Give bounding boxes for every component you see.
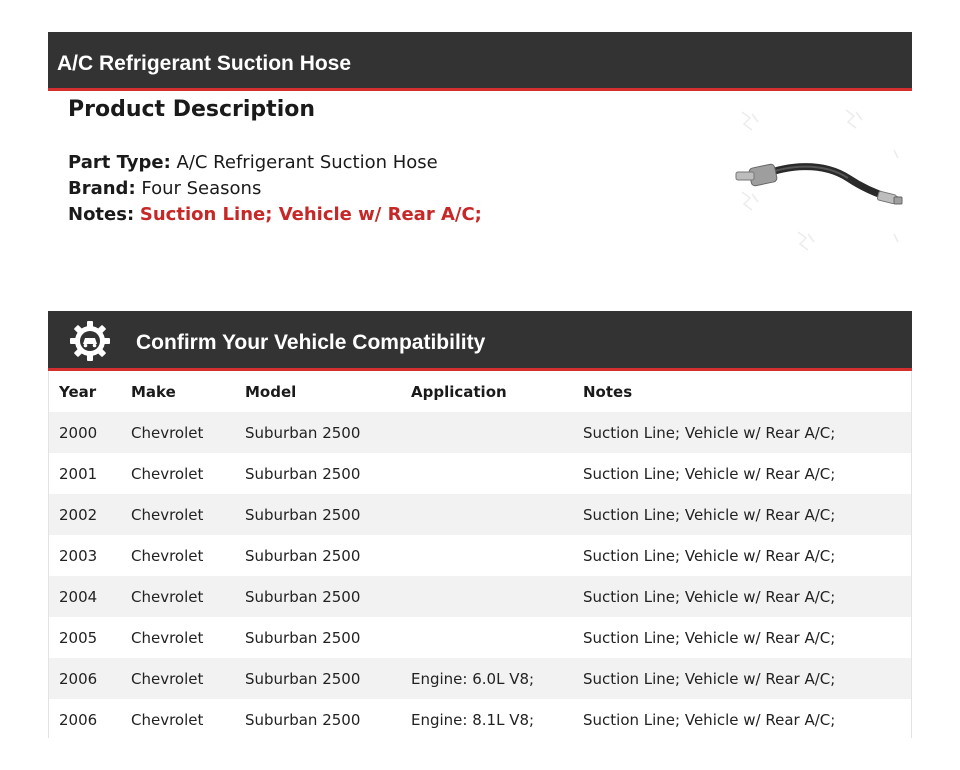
cell-year: 2004: [49, 576, 121, 617]
compatibility-table-container: [48, 371, 912, 738]
notes-label: Notes:: [68, 204, 135, 225]
notes-line: [68, 202, 482, 228]
cell-application: [401, 617, 573, 658]
table-row: [49, 535, 911, 576]
cell-model: Suburban 2500: [235, 617, 401, 658]
cell-notes: Suction Line; Vehicle w/ Rear A/C;: [573, 699, 911, 740]
brand-label: Brand:: [68, 178, 136, 199]
table-row: [49, 412, 911, 453]
cell-model: Suburban 2500: [235, 658, 401, 699]
cell-make: Chevrolet: [121, 494, 235, 535]
compatibility-bar: [48, 311, 912, 371]
cell-make: Chevrolet: [121, 412, 235, 453]
cell-make: Chevrolet: [121, 617, 235, 658]
cell-year: 2000: [49, 412, 121, 453]
cell-model: Suburban 2500: [235, 494, 401, 535]
part-type-label: Part Type:: [68, 152, 171, 173]
col-header-make: Make: [121, 371, 235, 412]
part-type-line: [68, 150, 438, 176]
notes-value: Suction Line; Vehicle w/ Rear A/C;: [139, 204, 482, 225]
brand-line: [68, 176, 261, 202]
part-type-value: A/C Refrigerant Suction Hose: [176, 152, 438, 173]
gear-car-icon: [68, 319, 112, 363]
cell-make: Chevrolet: [121, 699, 235, 740]
cell-model: Suburban 2500: [235, 535, 401, 576]
title-bar: [48, 32, 912, 91]
cell-model: Suburban 2500: [235, 699, 401, 740]
cell-model: Suburban 2500: [235, 576, 401, 617]
table-row: [49, 453, 911, 494]
cell-application: [401, 535, 573, 576]
col-header-application: Application: [401, 371, 573, 412]
cell-notes: Suction Line; Vehicle w/ Rear A/C;: [573, 658, 911, 699]
cell-notes: Suction Line; Vehicle w/ Rear A/C;: [573, 453, 911, 494]
cell-year: 2005: [49, 617, 121, 658]
cell-make: Chevrolet: [121, 535, 235, 576]
cell-year: 2003: [49, 535, 121, 576]
product-description-heading: Product Description: [68, 97, 316, 122]
cell-year: 2006: [49, 699, 121, 740]
cell-notes: Suction Line; Vehicle w/ Rear A/C;: [573, 576, 911, 617]
compatibility-title: Confirm Your Vehicle Compatibility: [136, 331, 486, 354]
cell-make: Chevrolet: [121, 658, 235, 699]
table-row: [49, 576, 911, 617]
suction-hose-image: [728, 100, 908, 260]
col-header-year: Year: [49, 371, 121, 412]
table-header-row: [49, 371, 911, 412]
cell-make: Chevrolet: [121, 576, 235, 617]
cell-application: [401, 453, 573, 494]
cell-make: Chevrolet: [121, 453, 235, 494]
table-row: [49, 699, 911, 740]
table-row: [49, 658, 911, 699]
cell-model: Suburban 2500: [235, 453, 401, 494]
cell-year: 2002: [49, 494, 121, 535]
table-row: [49, 617, 911, 658]
col-header-model: Model: [235, 371, 401, 412]
cell-notes: Suction Line; Vehicle w/ Rear A/C;: [573, 617, 911, 658]
col-header-notes: Notes: [573, 371, 911, 412]
cell-year: 2006: [49, 658, 121, 699]
cell-notes: Suction Line; Vehicle w/ Rear A/C;: [573, 535, 911, 576]
page-title: A/C Refrigerant Suction Hose: [57, 52, 352, 75]
table-row: [49, 494, 911, 535]
brand-value: Four Seasons: [141, 178, 262, 199]
cell-notes: Suction Line; Vehicle w/ Rear A/C;: [573, 494, 911, 535]
cell-application: [401, 494, 573, 535]
cell-application: Engine: 6.0L V8;: [401, 658, 573, 699]
cell-model: Suburban 2500: [235, 412, 401, 453]
cell-application: Engine: 8.1L V8;: [401, 699, 573, 740]
cell-notes: Suction Line; Vehicle w/ Rear A/C;: [573, 412, 911, 453]
cell-year: 2001: [49, 453, 121, 494]
compatibility-table: [49, 371, 911, 740]
cell-application: [401, 576, 573, 617]
cell-application: [401, 412, 573, 453]
